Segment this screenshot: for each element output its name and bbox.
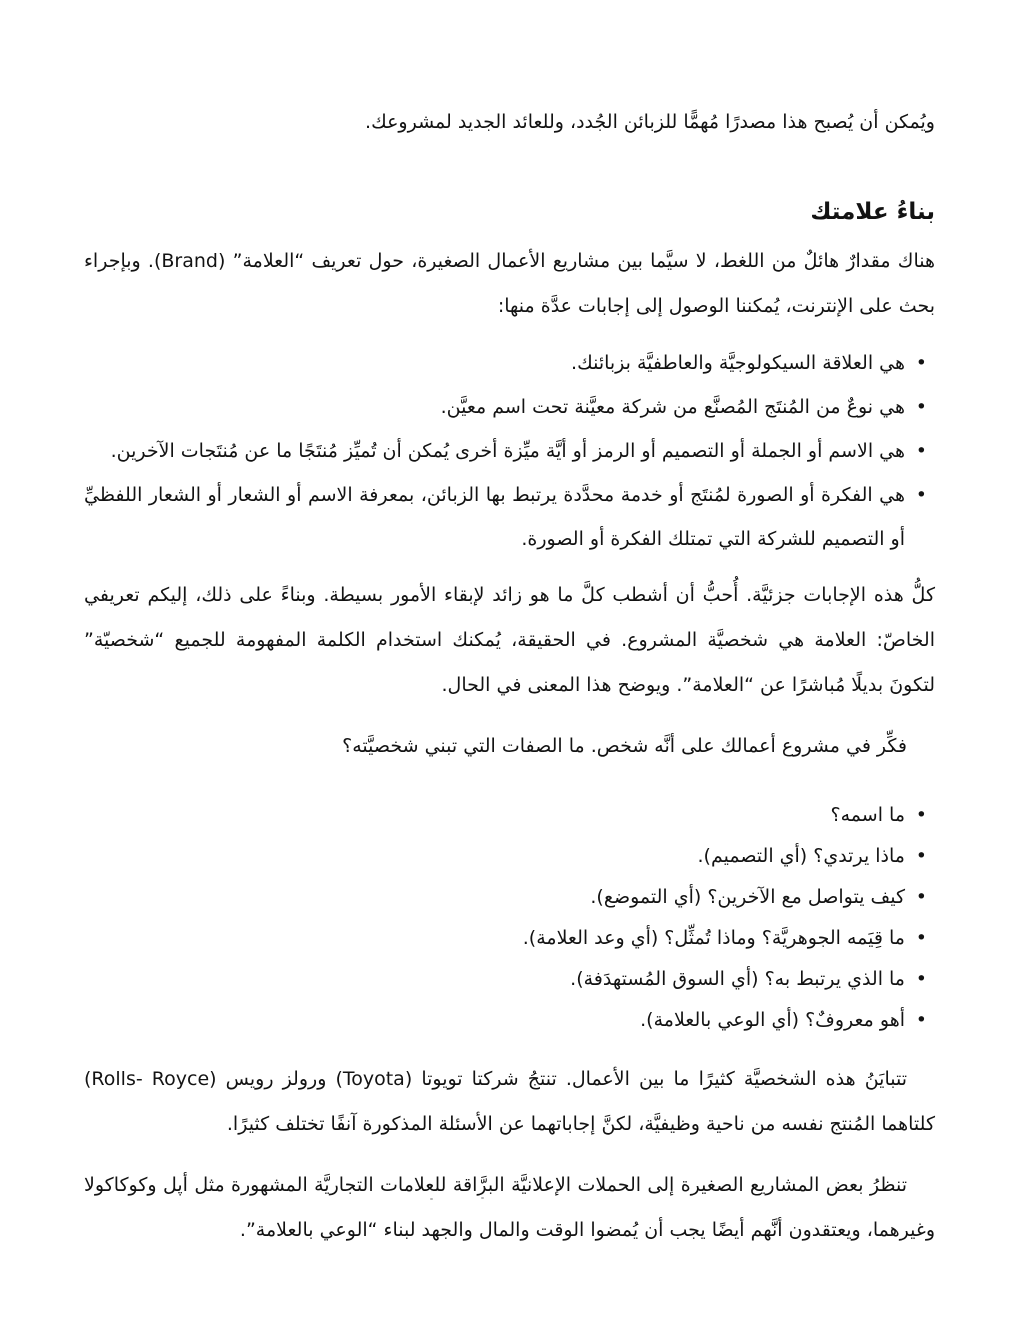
- definitions-intro-paragraph: هناك مقدارٌ هائلٌ من اللغط، لا سيَّما بين مشاريع الأعمال الصغيرة، حول تعريف “العلامة” (Brand). وبإجراء بحث على الإنترنت، يُمكننا الوصول إلى إجابات عدَّة منها:: [84, 250, 936, 317]
- definition-list: [84, 341, 935, 561]
- intro-paragraph: ويُمكن أن يُصبح هذا مصدرًا مُهمًّا للزبائن الجُدد، وللعائد الجديد لمشروعك.: [365, 111, 935, 133]
- section-heading: بناءُ علامتك: [810, 199, 935, 225]
- personality-varies-paragraph: تتبايَنُ هذه الشخصيَّة كثيرًا ما بين الأعمال. تنتجُ شركتا تويوتا (Toyota) ورولز رويس (Rolls- Royce) كلتاهما المُنتج نفسه من ناحية وظيفيَّة، لكنَّ إجاباتهما عن الأسئلة المذكورة آنفًا تختلف كثيرًا.: [84, 1068, 935, 1135]
- page-content: [84, 0, 935, 1253]
- partial-answers-paragraph: كلُّ هذه الإجابات جزئيَّة. أُحبُّ أن أشطب كلَّ ما هو زائد لإبقاء الأمور بسيطة. وبناءً على ذلك، إليكم تعريفي الخاصّ: العلامة هي شخصيَّة المشروع. في الحقيقة، يُمكنك استخدام الكلمة المفهومة للجميع “شخصيّة” لتكونَ بديلًا مُباشرًا عن “العلامة”. ويوضح هذا المعنى في الحال.: [84, 584, 935, 696]
- think-prompt-paragraph: فكِّر في مشروع أعمالك على أنَّه شخص. ما الصفات التي تبني شخصيَّته؟: [342, 735, 907, 757]
- personality-questions-list: [84, 795, 935, 1041]
- question-list-item: • ما اسمه؟: [84, 795, 927, 836]
- definition-list-item: • هي الفكرة أو الصورة لمُنتَج أو خدمة محدَّدة يرتبط بها الزبائن، بمعرفة الاسم أو الشعار أو الشعار اللفظيِّ أو التصميم للشركة التي تمتلك الفكرة أو الصورة.: [84, 473, 927, 561]
- definition-list-item: • هي نوعٌ من المُنتَج المُصنَّع من شركة معيَّنة تحت اسم معيَّن.: [84, 385, 927, 429]
- question-list-item: • ما الذي يرتبط به؟ (أي السوق المُستهدَفة).: [84, 959, 927, 1000]
- question-list-item: • ما قِيَمه الجوهريَّة؟ وماذا تُمثِّل؟ (أي وعد العلامة).: [84, 918, 927, 959]
- definition-list-item: • هي العلاقة السيكولوجيَّة والعاطفيَّة بزبائنك.: [84, 341, 927, 385]
- question-list-item: • كيف يتواصل مع الآخرين؟ (أي التموضع).: [84, 877, 927, 918]
- question-list-item: • أهو معروفٌ؟ (أي الوعي بالعلامة).: [84, 1000, 927, 1041]
- small-business-paragraph: تنظرُ بعض المشاريع الصغيرة إلى الحملات الإعلانيَّة البرَّاقة للعلامات التجاريَّة المشهورة مثل أپل وكوكاكولا وغيرهما، ويعتقدون أنَّهم أيضًا يجب أن يُمضوا الوقت والمال والجهد لبناء “الوعي بالعلامة”.: [84, 1174, 935, 1241]
- question-list-item: • ماذا يرتدي؟ (أي التصميم).: [84, 836, 927, 877]
- definition-list-item: • هي الاسم أو الجملة أو التصميم أو الرمز أو أيَّة ميِّزة أخرى يُمكن أن تُميِّز مُنتَجًا ما عن مُنتَجات الآخرين.: [84, 429, 927, 473]
